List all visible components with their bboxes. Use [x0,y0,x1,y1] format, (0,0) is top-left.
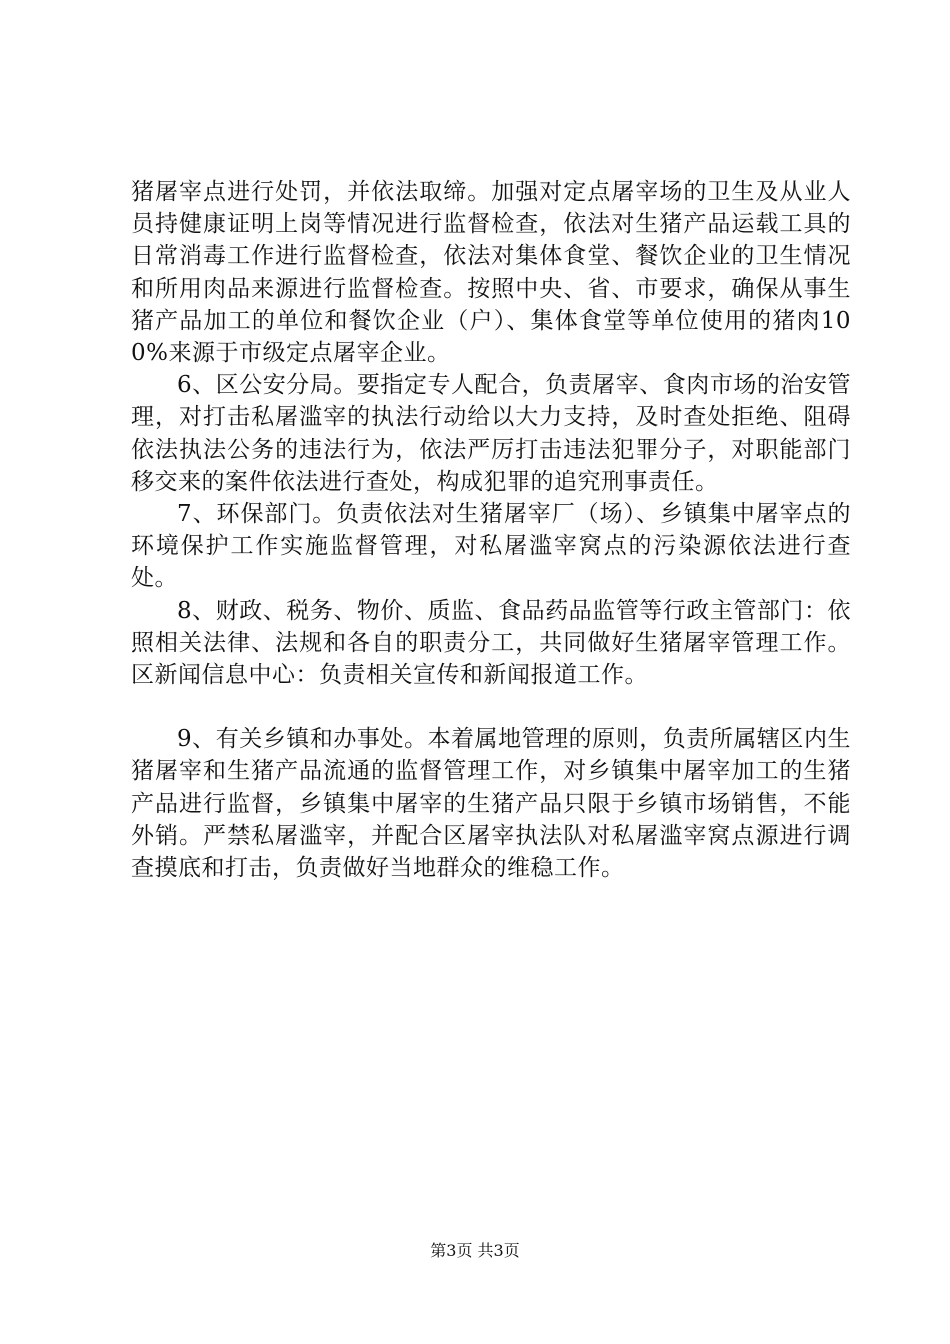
paragraph-item-6: 6、区公安分局。要指定专人配合，负责屠宰、食肉市场的治安管理，对打击私屠滥宰的执法行动给以大力支持，及时查处拒绝、阻碍依法执法公务的违法行为，依法严厉打击违法犯罪分子，对职能部门移交来的案件依法进行查处，构成犯罪的追究刑事责任。 [131,372,851,495]
paragraph-item-9: 9、有关乡镇和办事处。本着属地管理的原则，负责所属辖区内生猪屠宰和生猪产品流通的监督管理工作，对乡镇集中屠宰加工的生猪产品进行监督，乡镇集中屠宰的生猪产品只限于乡镇市场销售，不能外销。严禁私屠滥宰，并配合区屠宰执法队对私屠滥宰窝点源进行调查摸底和打击，负责做好当地群众的维稳工作。 [131,726,851,882]
paragraph-continuation: 猪屠宰点进行处罚，并依法取缔。加强对定点屠宰场的卫生及从业人员持健康证明上岗等情况进行监督检查，依法对生猪产品运载工具的日常消毒工作进行监督检查，依法对集体食堂、餐饮企业的卫生情况和所用肉品来源进行监督检查。按照中央、省、市要求，确保从事生猪产品加工的单位和餐饮企业（户）、集体食堂等单位使用的猪肉100%来源于市级定点屠宰企业。 [131,179,851,367]
document-body [131,176,851,884]
paragraph-item-8: 8、财政、税务、物价、质监、食品药品监管等行政主管部门：依照相关法律、法规和各自的职责分工，共同做好生猪屠宰管理工作。区新闻信息中心：负责相关宣传和新闻报道工作。 [131,597,851,689]
paragraph-spacer [131,691,851,723]
page-number-footer: 第3页 共3页 [430,1241,520,1260]
paragraph-item-7: 7、环保部门。负责依法对生猪屠宰厂（场）、乡镇集中屠宰点的环境保护工作实施监督管理，对私屠滥宰窝点的污染源依法进行查处。 [131,501,851,592]
